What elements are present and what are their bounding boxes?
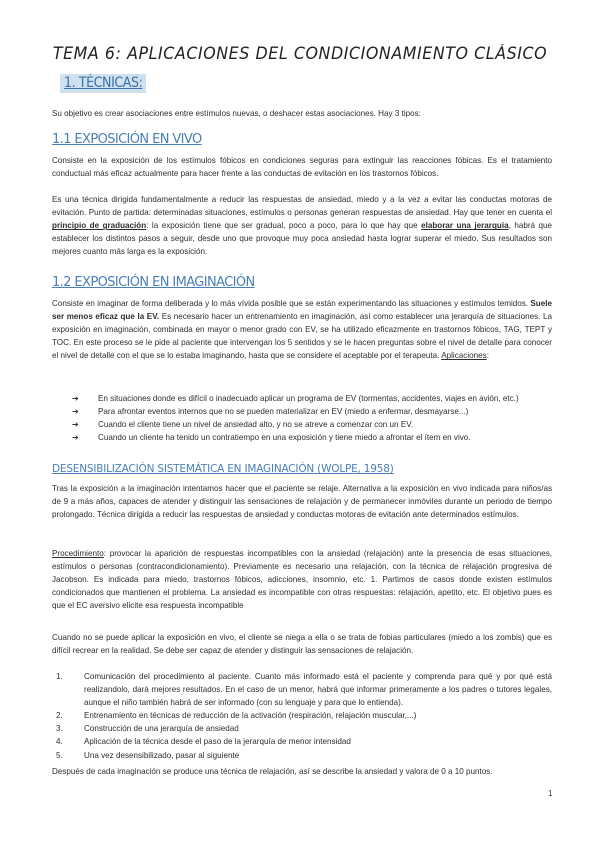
text-run: : provocar la aparición de respuestas incompatibles con la ansiedad (relajación) ante la presencia de esas situaciones, estímulos o personas (contracondicionamiento). Previamente es necesario una relajación, con la técnica de relajación progresiva de Jacobson. Es indicada para miedo, trastornos fóbicos, adicciones, insomnio, etc. 1. Partimos de casos donde existen estímulos condicionados que mantienen el problema. La ansiedad es incompatible con otras respuestas: relajación, apetito, etc. El objetivo pues es que el EC aversivo elicite esa respuesta incompatible [52, 549, 552, 611]
intro-paragraph: Su objetivo es crear asociaciones entre estímulos nuevas, o deshacer estas asociaciones. Hay 3 tipos: [52, 109, 421, 118]
aplicaciones-label: Aplicaciones [441, 351, 487, 361]
page-number: 1 [548, 789, 553, 798]
text-run: : la exposición tiene que ser gradual, poco a poco, para lo que hay que [146, 221, 422, 231]
list-item [52, 709, 552, 722]
exposicion-imaginacion-paragraph [52, 297, 552, 362]
principio-graduacion-term: principio de graduación [52, 221, 147, 231]
exposicion-vivo-paragraph-1: Consiste en la exposición de los estímulos fóbicos en condiciones seguras para extinguir las reacciones fóbicas. Es el tratamiento conductual más eficaz actualmente para hacer frente a las conductas de evitación en los trastornos fóbicos. [52, 156, 552, 179]
list-item [52, 735, 552, 748]
list-item [72, 431, 552, 444]
arrow-icon: ➔ [72, 407, 79, 417]
menos-eficaz-emphasis: Suele ser menos eficaz que la EV. [52, 299, 552, 322]
text-run: , habrá que establecer los distintos pasos a seguir, desde uno que provoque muy poca ansiedad hasta lograr superar el miedo. Sus resultados son mejores cuanto más larga es la exposición. [52, 221, 553, 257]
subheading-exposicion-en-vivo: 1.1 EXPOSICIÓN EN VIVO [52, 132, 202, 147]
list-item-text: Cuando el cliente tiene un nivel de ansiedad alto, y no se atreve a comenzar con un EV. [98, 420, 414, 430]
desensibilizacion-paragraph-3: Cuando no se puede aplicar la exposición en vivo, el cliente se niega a ella o se trata de fobias particulares (miedo a los zombis) que es difícil recrear en la realidad. Se debe ser capaz de atender y distinguir las sensaciones de relajación. [52, 633, 552, 656]
subheading-desensibilizacion: DESENSIBILIZACIÓN SISTEMÁTICA EN IMAGINACIÓN (WOLPE, 1958) [52, 463, 394, 475]
arrow-icon: ➔ [72, 433, 79, 443]
arrow-icon: ➔ [72, 420, 79, 430]
list-item [52, 722, 552, 735]
elaborar-jerarquia-term: elaborar una jerarquía [421, 221, 509, 231]
step-text: Aplicación de la técnica desde el paso de la jerarquía de menor intensidad [84, 737, 351, 747]
procedimiento-paragraph [52, 547, 552, 612]
list-item [72, 418, 552, 431]
aplicaciones-list [72, 392, 552, 444]
pasos-list [52, 670, 552, 762]
text-run: Consiste en imaginar de forma deliberada y lo más vívida posible que se están experimentando las situaciones y estímulos temidos. [52, 299, 531, 308]
step-text: Entrenamiento en técnicas de reducción de la activación (respiración, relajación muscular,...) [84, 711, 417, 721]
list-item [72, 392, 552, 405]
step-number: 3. [56, 724, 63, 734]
section-heading-tecnicas: 1. TÉCNICAS: [60, 74, 146, 93]
subheading-exposicion-en-imaginacion: 1.2 EXPOSICIÓN EN IMAGINACIÓN [52, 275, 255, 290]
exposicion-vivo-paragraph-2 [52, 193, 552, 258]
list-item [72, 405, 552, 418]
desensibilizacion-closing-paragraph: Después de cada imaginación se produce una técnica de relajación, así se describe la ansiedad y valora de 0 a 10 puntos. [52, 767, 493, 776]
step-number: 5. [56, 750, 63, 760]
desensibilizacion-paragraph-1: Tras la exposición a la imaginación intentamos hacer que el paciente se relaje. Alternativa a la exposición en vivo indicada para niños/as de 9 a más años, capaces de atender y distinguir las sensaciones de relajación y de permanecer inmóviles durante un periodo de tiempo prolongado. Técnica dirigida a reducir las respuestas de ansiedad y conductas motoras de evitación ante determinados estímulos. [52, 484, 552, 520]
text-run: : [486, 351, 489, 361]
step-text: Construcción de una jerarquía de ansiedad [84, 724, 239, 734]
list-item-text: Cuando un cliente ha tenido un contratiempo en una exposición y tiene miedo a afrontar el ítem en vivo. [98, 433, 471, 443]
step-number: 4. [56, 737, 63, 747]
list-item [52, 749, 552, 762]
step-text: Comunicación del procedimiento al paciente. Cuanto más informado está el paciente y comprenda para qué y por qué está realizandolo, dará mejores resultados. En el caso de un menor, habrá que informar primeramente a los padres o tutores legales, aunque el niño también habrá de ser informado (con su lenguaje y para que lo entienda). [84, 672, 552, 708]
step-number: 2. [56, 711, 63, 721]
text-run: Es necesario hacer un entrenamiento en imaginación, así como establecer una jerarquía de situaciones. La exposición en imaginación, combinada en mayor o menor grado con EV, se ha utilizado eficazmente en trastornos fóbicos, TAG, TEPT y TOC. En este proceso se le pide al paciente que intervengan los 5 sentidos y se le hacen preguntas sobre el nivel de detalle para conocer el nivel de detalle con el que se lo estaba imaginando, hasta que se considere el aceptable por el terapeuta. [52, 312, 552, 361]
list-item-text: Para afrontar eventos internos que no se pueden materializar en EV (miedo a enfermar, desmayarse...) [98, 407, 469, 417]
list-item-text: En situaciones donde es difícil o inadecuado aplicar un programa de EV (tormentas, accidentes, viajes en avión, etc.) [98, 394, 519, 403]
step-number: 1. [56, 672, 63, 681]
step-text: Una vez desensibilizado, pasar al siguiente [84, 750, 240, 760]
procedimiento-label: Procedimiento [52, 549, 104, 558]
text-run: Es una técnica dirigida fundamentalmente a reducir las respuestas de ansiedad, miedo y a la vez a evitar las conductas motoras de evitación. Punto de partida: determinadas situaciones, estímulos o personas generan respuestas de ansiedad. Hay que tener en cuenta el [52, 195, 552, 218]
list-item [52, 670, 552, 709]
arrow-icon: ➔ [72, 394, 79, 403]
document-title: TEMA 6: APLICACIONES DEL CONDICIONAMIENTO CLÁSICO [52, 44, 548, 63]
